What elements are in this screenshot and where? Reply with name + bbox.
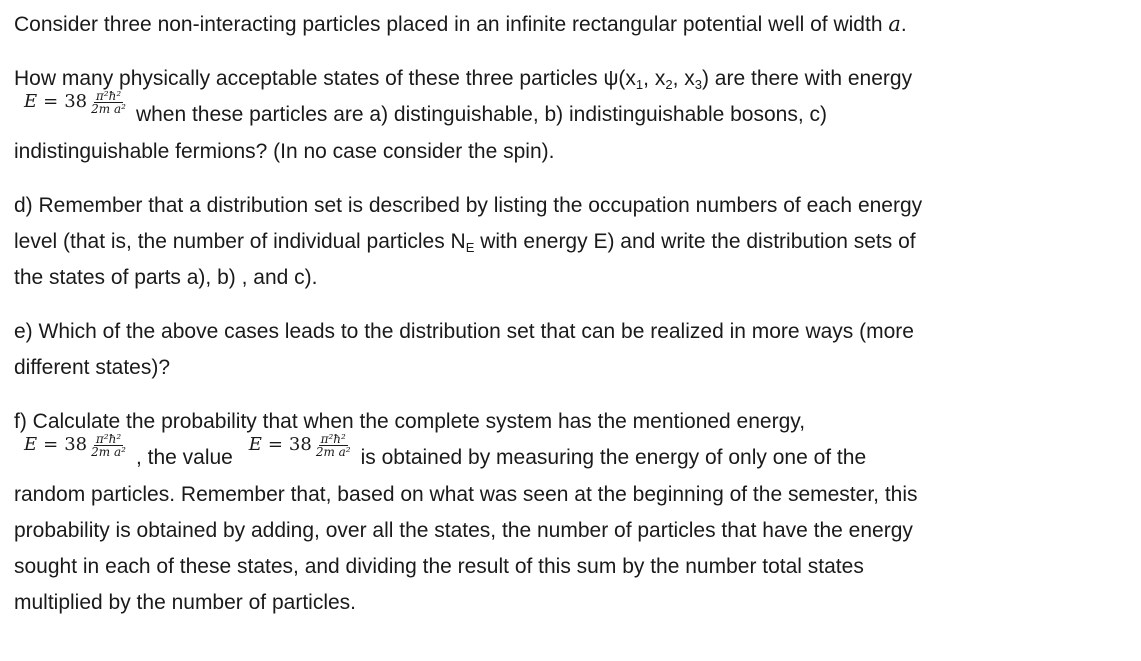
question-e-paragraph: e) Which of the above cases leads to the distribution set that can be realized in more ways (more different states)? (14, 320, 914, 379)
question-d-paragraph: d) Remember that a distribution set is described by listing the occupation numbers of each energy level (that is, the number of individual particles $N_E$ with energy E) and write the distribution sets of the states of parts a), b) , and c). (14, 194, 923, 289)
question-abc-paragraph: How many physically acceptable states of these three particles $\psi(x_1$, $x_2$, $x_3$) are there with energy E = 38 $\frac{\text{π²ħ²}}{\text{2m a²}}$ when these particles are a) distinguishable, b) indistinguishable bosons, c) indistinguishable fermions? (In no case consider the spin). (14, 67, 913, 163)
energy-formula-2: E = 38 $\frac{\text{π²ħ²}}{\text{2m a²}}$ (24, 431, 126, 459)
width-variable: a (888, 12, 901, 36)
question-f-paragraph: f) Calculate the probability that when the complete system has the mentioned energy, E = 38 $\frac{\text{π²ħ²}}{\text{2m a²}}$ , the value E = 38 $\frac{\text{π²ħ²}}{\text{2m a²}}$ is obtained by measuring the energy of only one of the random particles. Remember that, based on what was seen at the beginning of the semester, this probability is obtained by adding, over all the states, the number of particles that have the energy sought in each of these states, and dividing the result of this sum by the number total states multiplied by the number of particles. (14, 410, 918, 614)
intro-text: Consider three non-interacting particles placed in an infinite rectangular potential well of width (14, 13, 889, 36)
energy-formula-3: E = 38 $\frac{\text{π²ħ²}}{\text{2m a²}}$ (248, 431, 351, 459)
energy-formula: E = 38 $\frac{\text{π²ħ²}}{\text{2m a²}}$ (24, 88, 126, 116)
intro-paragraph: Consider three non-interacting particles placed in an infinite rectangular potential well of width a. (14, 12, 907, 36)
